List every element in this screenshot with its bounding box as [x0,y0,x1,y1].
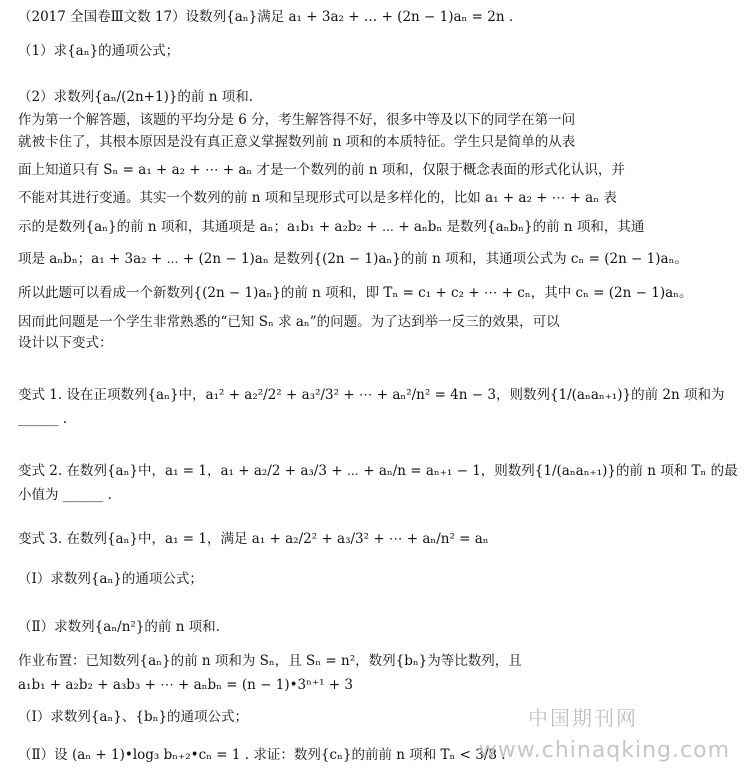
analysis-line: 示的是数列{aₙ}的前 n 项和，其通项是 aₙ；a₁b₁ + a₂b₂ + ⋯ + aₙbₙ 是数列{aₙbₙ}的前 n 项和，其通 [18,219,645,235]
problem-part-1: （1）求{aₙ}的通项公式； [18,43,180,59]
variant-3-part-2: （Ⅱ）求数列{aₙ/n²}的前 n 项和. [18,619,220,635]
homework-intro: 作业布置：已知数列{aₙ}的前 n 项和为 Sₙ，且 Sₙ = n²，数列{bₙ}为等比数列，且 [18,653,522,669]
variant-2: 变式 2. 在数列{aₙ}中，a₁ = 1，a₁ + a₂/2 + a₃/3 + ⋯ + aₙ/n = aₙ₊₁ − 1，则数列{1/(aₙaₙ₊₁)}的前 n 项和 Tₙ 的最 [18,463,738,479]
analysis-line: 所以此题可以看成一个新数列{(2n − 1)aₙ}的前 n 项和，即 Tₙ = c₁ + c₂ + ⋯ + cₙ，其中 cₙ = (2n − 1)aₙ。 [18,285,693,301]
watermark-url: www.chinaqking.com [478,738,730,763]
homework-part-1: （Ⅰ）求数列{aₙ}、{bₙ}的通项公式； [18,709,249,725]
homework-part-2: （Ⅱ）设 (aₙ + 1)•log₃ bₙ₊₂•cₙ = 1 . 求证：数列{cₙ}的前前 n 项和 Tₙ < 3/8 . [18,747,506,763]
analysis-line: 不能对其进行变通。其实一个数列的前 n 项和呈现形式可以是多样化的，比如 a₁ + a₂ + ⋯ + aₙ 表 [18,190,617,206]
analysis-line: 因而此问题是一个学生非常熟悉的“已知 Sₙ 求 aₙ”的问题。为了达到举一反三的效果，可以 [18,314,560,330]
watermark-logo-text: 中国期刊网 [528,706,638,730]
variant-2-continued: 小值为 ______ . [18,487,112,503]
analysis-line: 面上知道只有 Sₙ = a₁ + a₂ + ⋯ + aₙ 才是一个数列的前 n 项和，仅限于概念表面的形式化认识，并 [18,162,625,178]
problem-title: （2017 全国卷Ⅲ文数 17）设数列{aₙ}满足 a₁ + 3a₂ + … + (2n − 1)aₙ = 2n . [18,9,514,25]
analysis-line: 就被卡住了，其根本原因是没有真正意义掌握数列前 n 项和的本质特征。学生只是简单的从表 [18,134,576,150]
variant-1-blank: ______ . [18,411,68,427]
variant-1: 变式 1. 设在正项数列{aₙ}中，a₁² + a₂²/2² + a₃²/3² + ⋯ + aₙ²/n² = 4n − 3，则数列{1/(aₙaₙ₊₁)}的前 2n 项和为 [18,387,725,403]
variant-3-part-1: （Ⅰ）求数列{aₙ}的通项公式； [18,571,203,587]
analysis-line: 项是 aₙbₙ；a₁ + 3a₂ + ⋯ + (2n − 1)aₙ 是数列{(2n − 1)aₙ}的前 n 项和，其通项公式为 cₙ = (2n − 1)aₙ。 [18,251,688,267]
analysis-line: 作为第一个解答题，该题的平均分是 6 分，考生解答得不好，很多中等及以下的同学在第一问 [18,112,576,128]
homework-equation: a₁b₁ + a₂b₂ + a₃b₃ + ⋯ + aₙbₙ = (n − 1)•3ⁿ⁺¹ + 3 [18,677,354,693]
variant-3: 变式 3. 在数列{aₙ}中，a₁ = 1，满足 a₁ + a₂/2² + a₃/3² + ⋯ + aₙ/n² = aₙ [18,531,489,547]
analysis-line: 设计以下变式： [18,335,113,351]
problem-part-2: （2）求数列{aₙ/(2n+1)}的前 n 项和. [18,89,253,105]
